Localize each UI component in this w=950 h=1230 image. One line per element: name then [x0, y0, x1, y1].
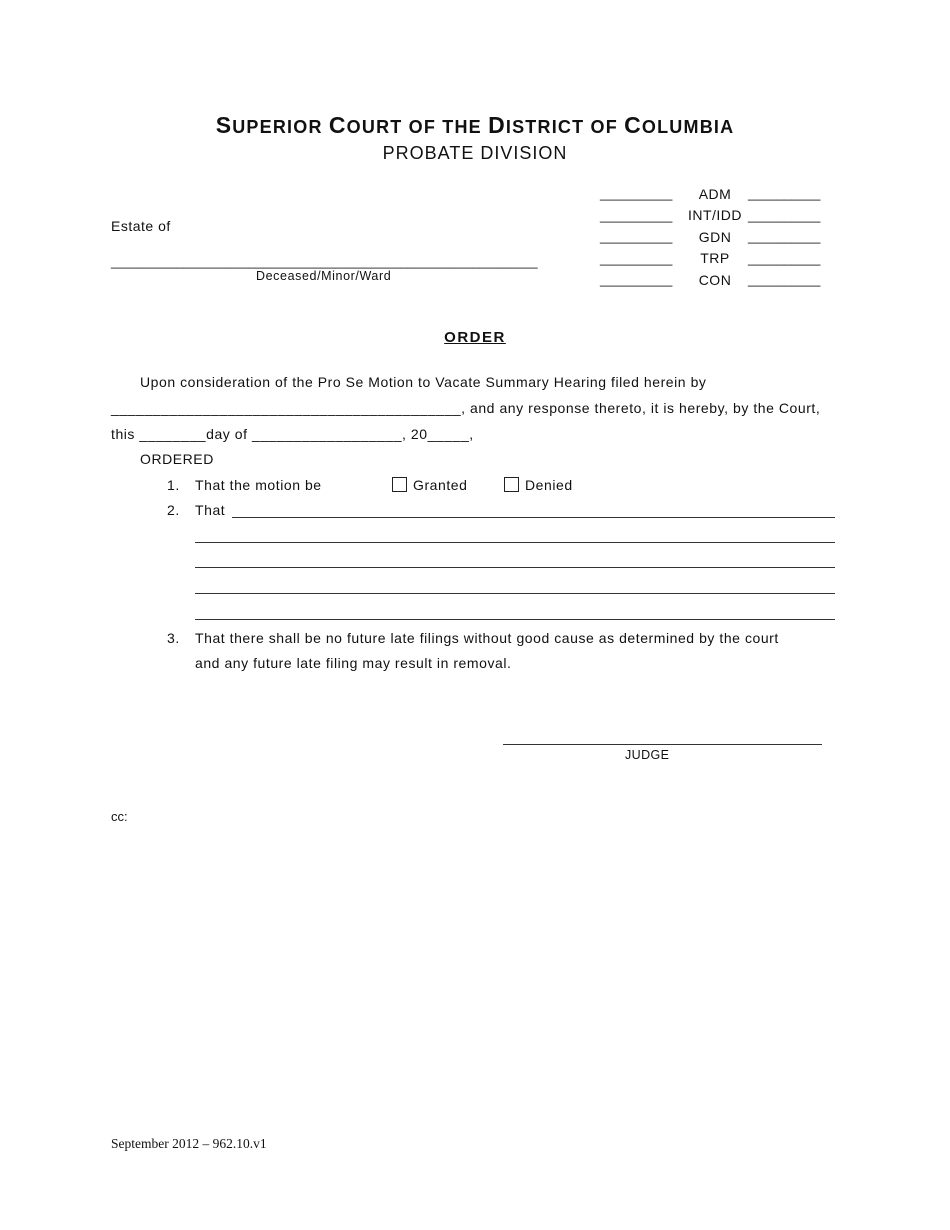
cc-label: cc: [111, 809, 128, 824]
ordered-label: ORDERED [140, 451, 214, 467]
item-number: 1. [167, 477, 180, 493]
case-type-code: CON [698, 271, 732, 288]
item-2-fill-line[interactable] [195, 567, 835, 568]
court-name-rest: OURT OF THE [346, 117, 489, 137]
item-2-fill-line[interactable] [232, 517, 835, 518]
case-type-blank-left[interactable]: __________ [600, 272, 673, 288]
court-name-cap: C [624, 112, 642, 138]
case-type-code: GDN [698, 228, 732, 245]
court-name-rest: UPERIOR [232, 117, 329, 137]
case-type-table [600, 183, 830, 291]
case-type-blank-left[interactable]: __________ [600, 229, 673, 245]
case-type-row [600, 269, 830, 291]
item-number: 2. [167, 502, 180, 518]
case-type-code: ADM [698, 185, 732, 202]
court-name [0, 112, 950, 139]
order-paragraph-line: Upon consideration of the Pro Se Motion to Vacate Summary Hearing filed herein by [140, 374, 707, 390]
court-name-rest: ISTRICT OF [505, 117, 625, 137]
order-title: ORDER [444, 329, 506, 346]
item-2-text: That [195, 502, 226, 518]
case-type-blank-left[interactable]: __________ [600, 207, 673, 223]
estate-label: Estate of [111, 218, 171, 234]
item-2-fill-line[interactable] [195, 619, 835, 620]
denied-checkbox[interactable] [504, 477, 519, 492]
court-name-cap: C [328, 112, 347, 138]
item-number: 3. [167, 630, 180, 646]
granted-checkbox[interactable] [392, 477, 407, 492]
estate-name-line[interactable]: ___________________________________________________________ [111, 254, 538, 269]
court-name-rest: OLUMBIA [641, 117, 735, 137]
order-paragraph-line: this ________day of __________________, 20_____, [111, 426, 474, 442]
judge-signature-line[interactable] [503, 744, 822, 745]
case-type-code: TRP [700, 250, 730, 267]
court-name-cap: D [488, 112, 506, 138]
case-type-row [600, 183, 830, 205]
case-type-row [600, 226, 830, 248]
item-2-fill-line[interactable] [195, 593, 835, 594]
denied-option[interactable] [504, 477, 573, 493]
item-3-text: That there shall be no future late filings without good cause as determined by the court [195, 630, 779, 646]
item-2-fill-line[interactable] [195, 542, 835, 543]
item-1-text: That the motion be [195, 477, 322, 493]
case-type-row [600, 205, 830, 227]
case-type-blank-left[interactable]: __________ [600, 186, 673, 202]
case-type-blank-right[interactable]: __________ [748, 250, 821, 266]
order-paragraph-line: __________________________________________, and any response thereto, it is hereby, by the Court, [111, 400, 821, 416]
case-type-blank-right[interactable]: __________ [748, 186, 821, 202]
item-3-text: and any future late filing may result in removal. [195, 655, 512, 671]
case-type-row [600, 248, 830, 270]
form-version-footer: September 2012 – 962.10.v1 [111, 1136, 267, 1151]
estate-sub-label: Deceased/Minor/Ward [256, 269, 392, 283]
court-name-cap: S [215, 112, 233, 138]
division-title: PROBATE DIVISION [382, 143, 568, 163]
case-type-blank-left[interactable]: __________ [600, 250, 673, 266]
denied-label: Denied [525, 477, 573, 493]
granted-label: Granted [413, 477, 468, 493]
judge-label: JUDGE [625, 748, 670, 762]
granted-option[interactable] [392, 477, 467, 493]
case-type-blank-right[interactable]: __________ [748, 229, 821, 245]
case-type-blank-right[interactable]: __________ [748, 207, 821, 223]
case-type-blank-right[interactable]: __________ [748, 272, 821, 288]
case-type-code: INT/IDD [687, 207, 743, 224]
